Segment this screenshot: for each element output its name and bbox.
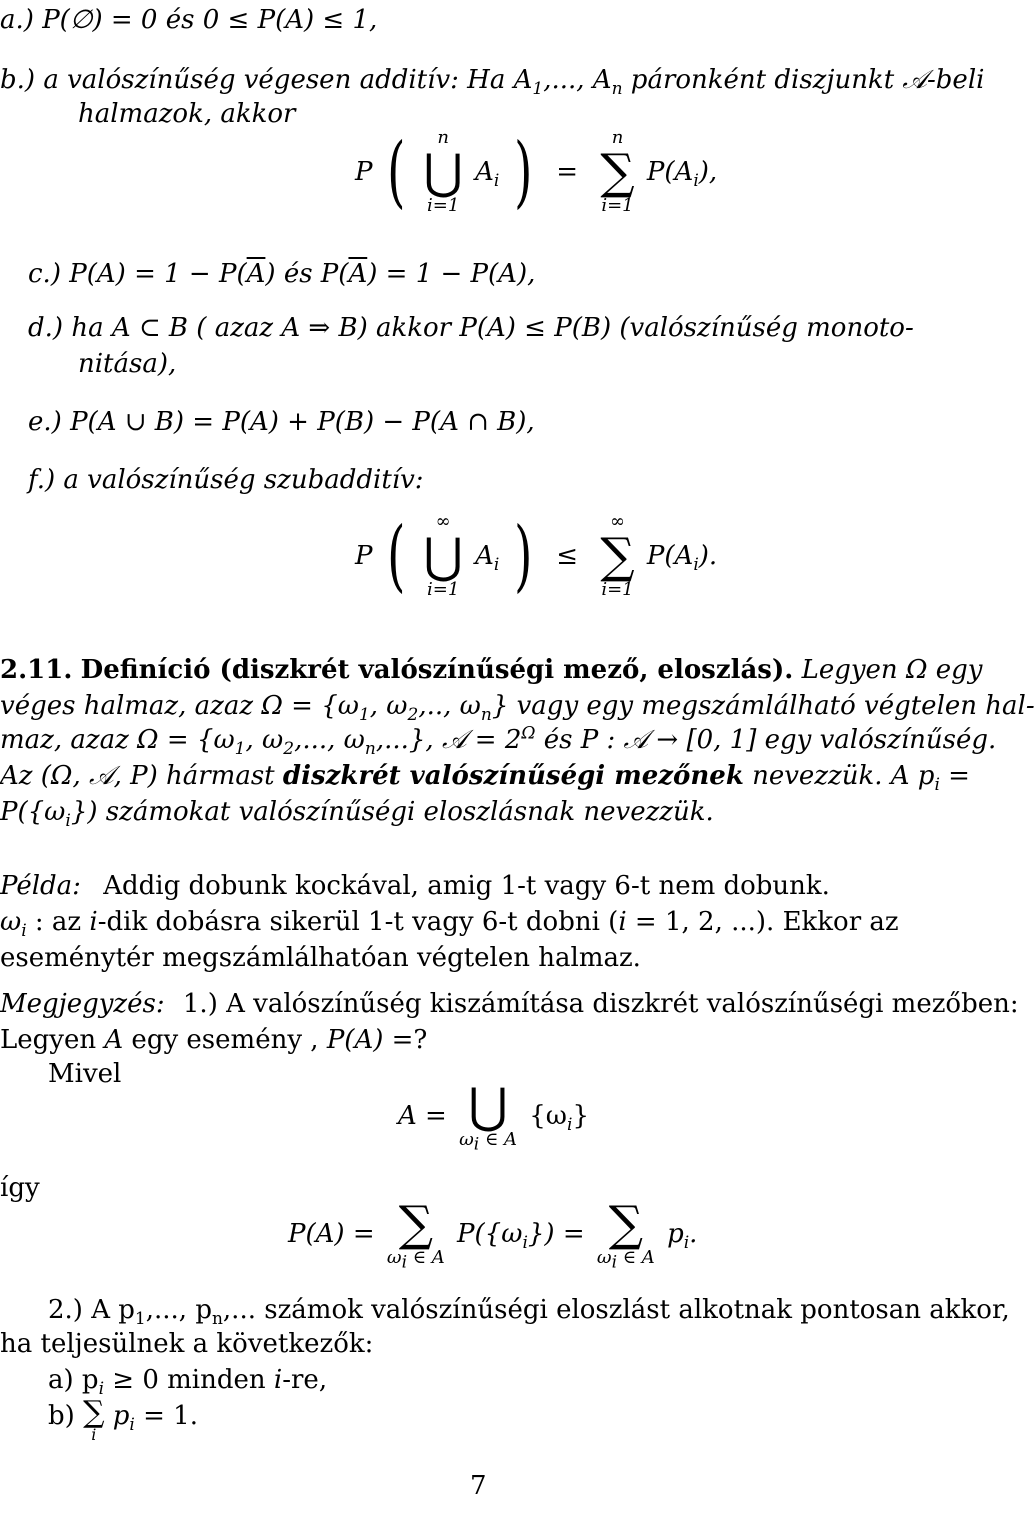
definition-heading: 2.11. Definíció (diszkrét valószínűségi mező, eloszlás). Legyen Ω egy xyxy=(0,655,983,685)
formula-subadditivity: P ( ∞ ⋃ i=1 $A_i$ ) ≤ ∞ ∑ i=1 $P(A_i)$. xyxy=(355,511,718,601)
remark-condition-a: a) $p_i \ge 0$ minden i-re, xyxy=(48,1365,328,1400)
item-d-line2: nitása), xyxy=(78,349,177,379)
formula-event-union: A = ⋃ $\omega_i$ ∈ A $\{\omega_i\}$ xyxy=(398,1078,589,1155)
example-line-2: $\omega_i$ : az i-dik dobásra sikerül 1-t vagy 6-t dobni (i = 1, 2, ...). Ekkor az xyxy=(0,907,899,942)
definition-line-5: $P(\{\omega_i\})$ számokat valószínűségi eloszlásnak nevezzük. xyxy=(0,797,714,832)
remark-mivel: Mivel xyxy=(48,1059,122,1089)
item-f: f.) a valószínűség szubadditív: xyxy=(28,465,424,495)
item-c: c.) $P(A) = 1 - P(\overline{A})$ és $P(\overline{A}) = 1 - P(A)$, xyxy=(28,259,536,289)
remark-line-2-1: 2.) A $p_1$,..., $p_n$,... számok valószínűségi eloszlást alkotnak pontosan akkor, xyxy=(48,1295,1010,1330)
item-a: a.) P(∅) = 0 és 0 ≤ P(A) ≤ 1, xyxy=(0,5,378,35)
formula-additivity: P ( n ⋃ i=1 $A_i$ ) = n ∑ i=1 $P(A_i)$, xyxy=(355,127,718,217)
remark-line-1: Megjegyzés: 1.) A valószínűség kiszámítása diszkrét valószínűségi mezőben: xyxy=(0,989,1019,1019)
item-d: d.) ha A ⊂ B ( azaz A ⇒ B) akkor P(A) ≤ P(B) (valószínűség monoto- xyxy=(28,313,914,343)
remark-line-2: Legyen A egy esemény , P(A) =? xyxy=(0,1025,428,1055)
item-b-line2: halmazok, akkor xyxy=(78,99,296,129)
item-e: e.) P(A ∪ B) = P(A) + P(B) − P(A ∩ B), xyxy=(28,407,535,437)
example-line-3: eseménytér megszámlálhatóan végtelen halmaz. xyxy=(0,943,641,973)
page-number: 7 xyxy=(470,1471,487,1501)
definition-line-2: véges halmaz, azaz $\Omega = \{\omega_1$, $\omega_2$,.., $\omega_n$} vagy egy megszámlálható végtelen hal- xyxy=(0,691,1035,726)
example-line-1: Példa: Addig dobunk kockával, amig 1-t vagy 6-t nem dobunk. xyxy=(0,871,830,901)
item-b: b.) a valószínűség végesen additív: Ha $A_1$,..., $A_n$ páronként diszjunkt 𝒜-beli xyxy=(0,65,985,100)
formula-probability-sum: P(A) = ∑ $\omega_i$ ∈ A $P(\{\omega_i\})$ = ∑ $\omega_i$ ∈ A $p_i$. xyxy=(288,1196,698,1273)
remark-igy: így xyxy=(0,1173,40,1203)
remark-condition-b: b) ∑ i $p_i = 1$. xyxy=(48,1395,198,1444)
definition-line-4: Az (Ω, 𝒜, P) hármast diszkrét valószínűségi mezőnek nevezzük. A $p_i$ = xyxy=(0,761,970,796)
remark-line-2-2: ha teljesülnek a következők: xyxy=(0,1329,374,1359)
definition-line-3: maz, azaz $\Omega = \{\omega_1$, $\omega_2$,..., $\omega_n$,...}, 𝒜 = $2^\Omega$ és P : 𝒜 → [0, 1] egy valószínűség. xyxy=(0,723,997,760)
